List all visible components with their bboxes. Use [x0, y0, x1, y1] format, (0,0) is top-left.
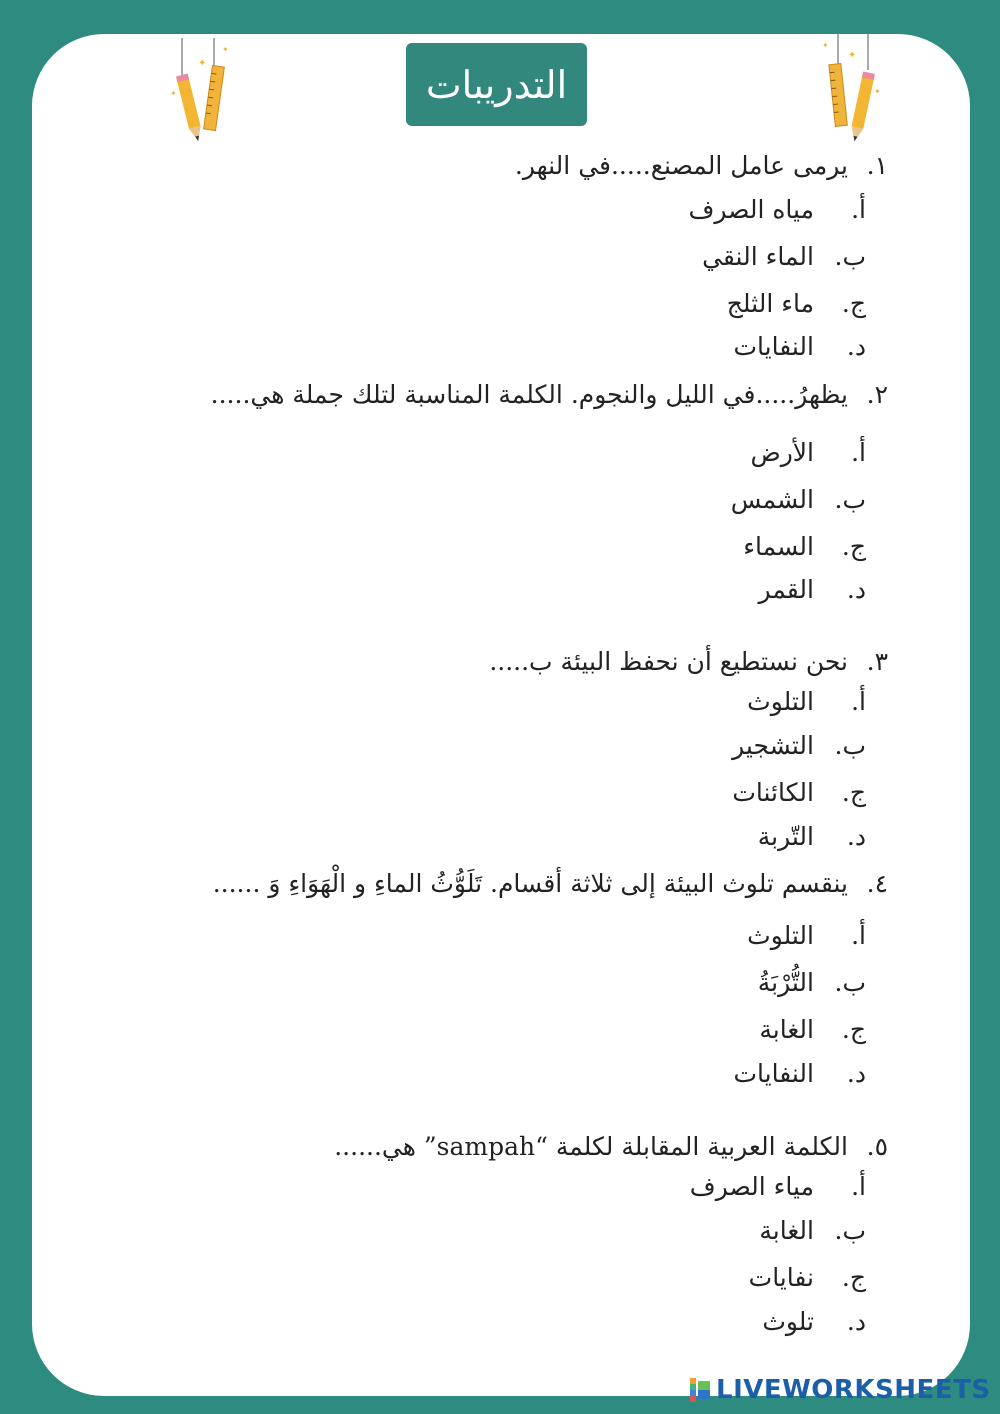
svg-text:✦: ✦: [198, 58, 207, 69]
question-stem: [118, 146, 888, 186]
option-letter: أ.: [851, 195, 866, 224]
question-4: [118, 864, 888, 1095]
answer-option[interactable]: [118, 912, 866, 959]
pencil-ruler-icon: [168, 38, 232, 148]
option-text: تلوث: [762, 1307, 814, 1336]
answer-option[interactable]: [118, 1006, 866, 1053]
option-text: الماء النقي: [702, 242, 814, 271]
answer-option[interactable]: [118, 476, 866, 523]
option-text: النفايات: [733, 332, 814, 361]
option-text: التُّرْبَةُ: [757, 968, 814, 997]
question-number: ٥.: [866, 1132, 888, 1161]
answer-option[interactable]: [118, 722, 866, 769]
answer-option[interactable]: [118, 186, 866, 233]
option-text: الغابة: [759, 1015, 814, 1044]
question-stem: [118, 642, 888, 682]
option-text: مياه الصرف: [688, 195, 814, 224]
answer-option[interactable]: [118, 233, 866, 280]
answer-option[interactable]: [118, 682, 866, 722]
option-text: الغابة: [759, 1216, 814, 1245]
question-text: يظهرُ.....في الليل والنجوم. الكلمة المناسبة لتلك جملة هي.....: [210, 380, 848, 409]
option-letter: د.: [846, 575, 866, 604]
answer-option[interactable]: [118, 327, 866, 367]
answer-option[interactable]: [118, 816, 866, 858]
option-text: الأرض: [750, 438, 814, 467]
svg-text:✦: ✦: [822, 41, 829, 50]
option-letter: د.: [846, 332, 866, 361]
question-3: [118, 642, 888, 858]
option-text: القمر: [758, 575, 814, 604]
option-text: التّربة: [757, 822, 814, 851]
option-letter: ب.: [834, 1216, 866, 1245]
option-letter: ب.: [834, 968, 866, 997]
question-text: نحن نستطيع أن نحفظ البيئة ب.....: [489, 647, 848, 676]
option-letter: أ.: [851, 687, 866, 716]
option-text: نفايات: [748, 1263, 814, 1292]
option-text: ماء الثلج: [726, 289, 814, 318]
option-text: مياء الصرف: [689, 1172, 814, 1201]
option-text: السماء: [743, 532, 814, 561]
answer-option[interactable]: [118, 523, 866, 570]
option-text: الشمس: [730, 485, 814, 514]
question-text: ينقسم تلوث البيئة إلى ثلاثة أقسام. تَلَوُّثُ الماءِ و الْهَوَاءِ وَ ......: [212, 869, 848, 898]
pencil-ruler-icon: [818, 34, 882, 146]
answer-option[interactable]: [118, 429, 866, 476]
question-text: الكلمة العربية المقابلة لكلمة “sampah” هي......: [334, 1132, 848, 1161]
answer-option[interactable]: [118, 1301, 866, 1343]
brand-text: LIVEWORKSHEETS: [716, 1375, 991, 1405]
answer-option[interactable]: [118, 1207, 866, 1254]
answer-option[interactable]: [118, 1254, 866, 1301]
question-stem: [118, 1127, 888, 1167]
question-number: ٤.: [866, 869, 888, 898]
page-title-text: التدريبات: [425, 62, 568, 107]
option-letter: ج.: [841, 1015, 866, 1044]
svg-text:✦: ✦: [222, 45, 229, 54]
questions-list: [118, 146, 888, 1343]
option-letter: ب.: [834, 485, 866, 514]
option-letter: ج.: [841, 532, 866, 561]
answer-option[interactable]: [118, 769, 866, 816]
svg-text:✦: ✦: [170, 89, 177, 98]
option-letter: ب.: [834, 731, 866, 760]
option-letter: أ.: [851, 438, 866, 467]
option-letter: أ.: [851, 1172, 866, 1201]
option-letter: د.: [846, 1059, 866, 1088]
question-number: ٣.: [866, 647, 888, 676]
question-number: ٢.: [866, 380, 888, 409]
question-2: [118, 375, 888, 610]
question-number: ١.: [866, 151, 888, 180]
option-text: الكائنات: [732, 778, 814, 807]
option-letter: ج.: [841, 1263, 866, 1292]
option-letter: أ.: [851, 921, 866, 950]
answer-option[interactable]: [118, 570, 866, 610]
svg-text:✦: ✦: [874, 87, 881, 96]
answer-option[interactable]: [118, 280, 866, 327]
question-text: يرمى عامل المصنع.....في النهر.: [514, 151, 848, 180]
question-5: [118, 1127, 888, 1343]
option-text: التلوث: [747, 921, 814, 950]
liveworksheets-brand[interactable]: [690, 1375, 991, 1405]
option-text: التشجير: [732, 731, 814, 760]
answer-option[interactable]: [118, 959, 866, 1006]
page-title: [406, 43, 587, 126]
option-letter: ب.: [834, 242, 866, 271]
answer-option[interactable]: [118, 1053, 866, 1095]
option-letter: ج.: [841, 289, 866, 318]
question-1: [118, 146, 888, 367]
option-text: النفايات: [733, 1059, 814, 1088]
option-letter: د.: [846, 1307, 866, 1336]
answer-option[interactable]: [118, 1167, 866, 1207]
question-stem: [118, 375, 888, 415]
liveworksheets-logo-icon: [690, 1378, 712, 1402]
svg-text:✦: ✦: [848, 50, 857, 61]
option-text: التلوث: [747, 687, 814, 716]
option-letter: د.: [846, 822, 866, 851]
question-stem: [118, 864, 888, 904]
option-letter: ج.: [841, 778, 866, 807]
